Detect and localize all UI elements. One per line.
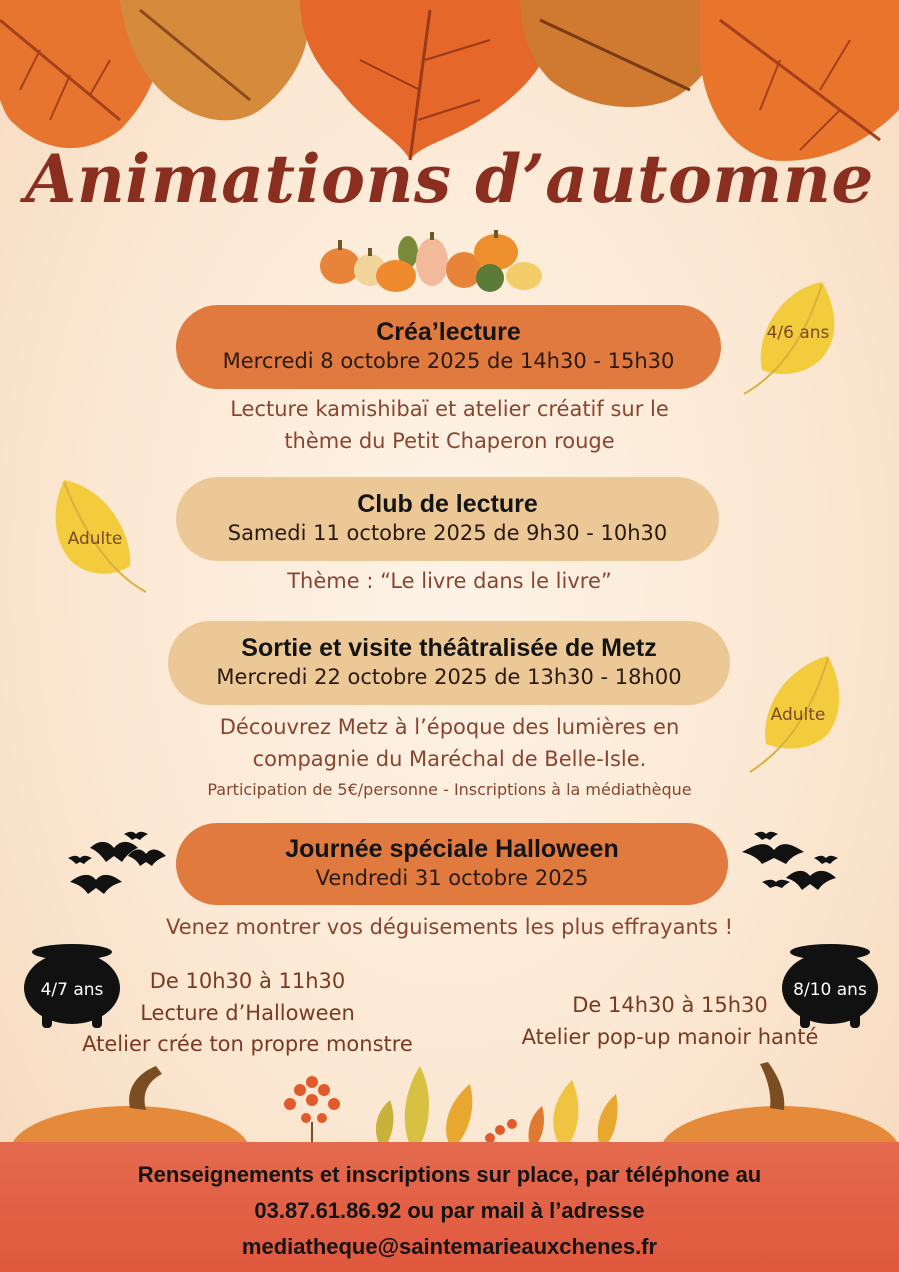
autumn-leaf-icon <box>376 1066 472 1146</box>
autumn-leaf-icon <box>700 0 899 161</box>
bats-decoration-right <box>736 828 842 898</box>
halloween-session-afternoon <box>490 990 850 1053</box>
bat-icon <box>70 875 122 894</box>
footer-line: Renseignements et inscriptions sur place, par téléphone au <box>137 1162 762 1187</box>
event-title: Journée spéciale Halloween <box>285 835 619 864</box>
bottom-decoration <box>0 1060 899 1150</box>
description-line: Lecture kamishibaï et atelier créatif sur le <box>230 397 669 421</box>
event-date: Mercredi 22 octobre 2025 de 13h30 - 18h00 <box>216 665 682 690</box>
autumn-leaf-icon <box>120 0 308 120</box>
bat-icon <box>742 844 804 864</box>
pumpkin-icon <box>376 260 416 292</box>
pumpkin-icon <box>660 1062 899 1150</box>
age-tag: 8/10 ans <box>793 980 867 1000</box>
description-line: Découvrez Metz à l’époque des lumières en <box>219 715 680 739</box>
bat-icon <box>68 856 92 864</box>
footer-email[interactable]: mediatheque@saintemarieauxchenes.fr <box>241 1234 658 1259</box>
event-date: Vendredi 31 octobre 2025 <box>315 866 589 891</box>
bat-icon <box>754 832 778 840</box>
berries-icon <box>284 1076 340 1123</box>
halloween-session-morning <box>50 966 445 1061</box>
bat-icon <box>814 856 838 864</box>
footer-phone-line: 03.87.61.86.92 ou par mail à l’adresse <box>254 1198 645 1223</box>
bat-icon <box>124 832 148 840</box>
bat-icon <box>786 871 836 890</box>
description-line: Venez montrer vos déguisements les plus effrayants ! <box>165 915 734 939</box>
description-line: compagnie du Maréchal de Belle-Isle. <box>252 746 647 771</box>
session-activity: Atelier pop-up manoir hanté <box>521 1024 819 1049</box>
age-tag: Adulte <box>770 705 826 725</box>
autumn-leaf-icon <box>300 0 560 160</box>
age-tag: Adulte <box>67 529 123 549</box>
bat-icon <box>128 850 166 866</box>
event-title: Sortie et visite théâtralisée de Metz <box>241 634 657 663</box>
pumpkin-icon <box>320 240 360 284</box>
event-title: Club de lecture <box>357 490 538 519</box>
event-card-club-lecture <box>176 477 719 561</box>
event-card-halloween <box>176 823 728 905</box>
pumpkin-icon <box>476 264 504 292</box>
pumpkin-icon <box>474 230 518 270</box>
description-line: Thème : “Le livre dans le livre” <box>287 569 612 593</box>
session-time: De 10h30 à 11h30 <box>149 969 346 993</box>
description-line: thème du Petit Chaperon rouge <box>284 428 615 453</box>
session-time: De 14h30 à 15h30 <box>572 993 768 1017</box>
berries-icon <box>485 1119 517 1143</box>
event-note: Participation de 5€/personne - Inscriptions à la médiathèque <box>207 780 692 799</box>
session-activity: Atelier crée ton propre monstre <box>82 1032 413 1056</box>
event-description <box>0 394 899 457</box>
event-date: Mercredi 8 octobre 2025 de 14h30 - 15h30 <box>222 349 675 374</box>
pumpkin-icon <box>416 232 448 286</box>
bat-icon <box>762 880 790 888</box>
page-title: Animations d’automne <box>25 140 874 218</box>
bats-decoration-left <box>66 828 172 898</box>
autumn-leaf-icon <box>529 1080 618 1146</box>
session-activity: Lecture d’Halloween <box>140 1000 355 1025</box>
autumn-leaf-icon <box>520 0 723 107</box>
pumpkins-decoration <box>318 230 550 296</box>
event-card-crealecture <box>176 305 721 389</box>
bat-icon <box>90 842 138 862</box>
event-card-sortie-metz <box>168 621 730 705</box>
age-tag: 4/6 ans <box>766 323 830 343</box>
pumpkin-icon <box>506 262 542 290</box>
event-date: Samedi 11 octobre 2025 de 9h30 - 10h30 <box>227 521 668 546</box>
footer-contact-banner <box>0 1142 899 1272</box>
event-title: Créa’lecture <box>376 318 521 347</box>
age-tag: 4/7 ans <box>40 980 104 1000</box>
pumpkin-icon <box>10 1066 250 1150</box>
event-description <box>0 912 899 944</box>
